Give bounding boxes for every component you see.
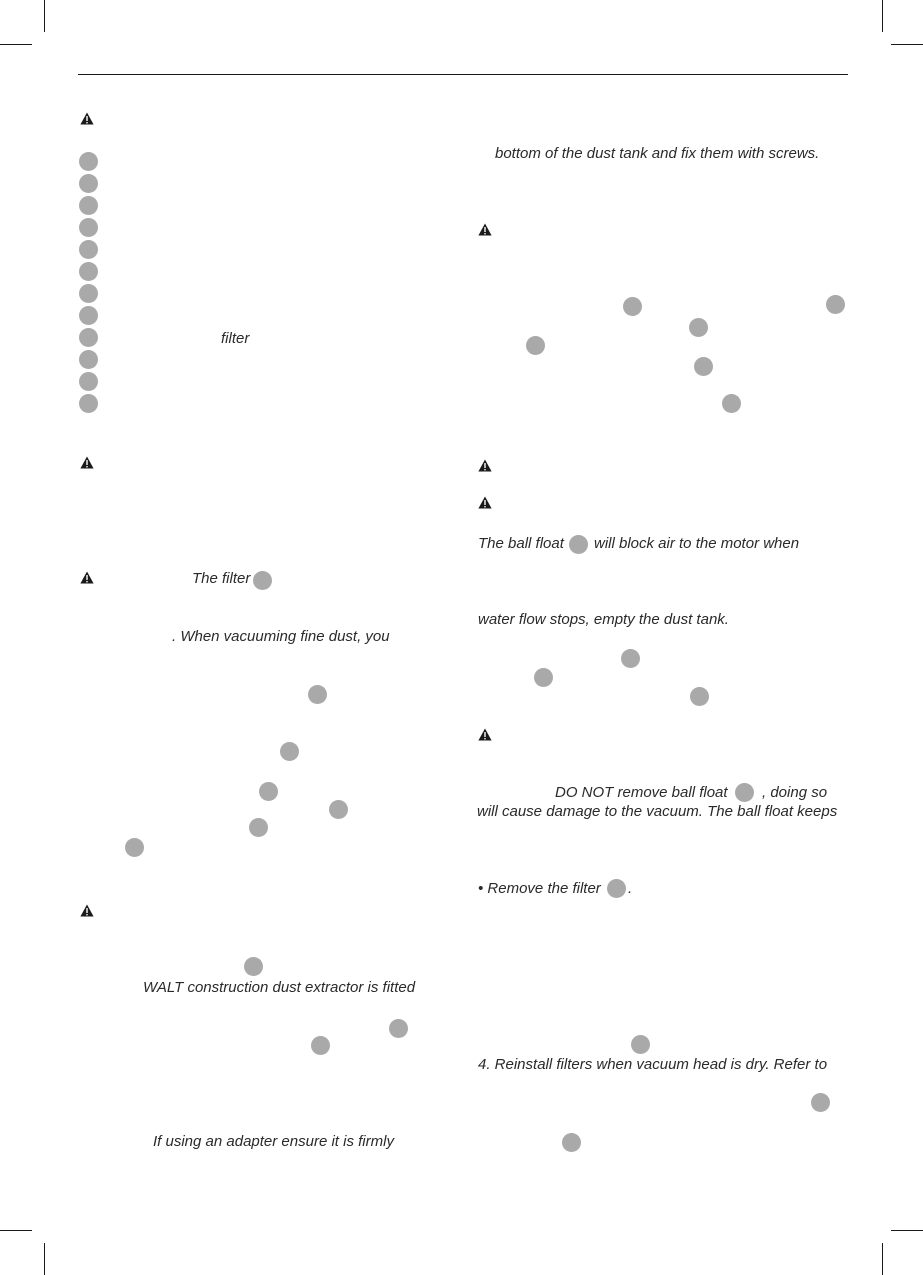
callout-dot (311, 1036, 330, 1055)
parts-callout-dot (79, 152, 98, 171)
block-air-text: will block air to the motor when (594, 535, 800, 552)
warning-icon (80, 112, 94, 125)
crop-mark-top-right-vertical (882, 0, 883, 32)
warning-icon (80, 904, 94, 917)
callout-dot (125, 838, 144, 857)
callout-dot (722, 394, 741, 413)
do-not-remove-text: DO NOT remove ball float (555, 784, 728, 801)
reinstall-filters-text: 4. Reinstall filters when vacuum head is dry. Refer to (478, 1056, 828, 1073)
warning-icon (80, 571, 94, 584)
callout-dot (826, 295, 845, 314)
parts-callout-dot (79, 218, 98, 237)
header-rule (78, 74, 848, 75)
callout-dot (244, 957, 263, 976)
warning-icon (478, 459, 492, 472)
parts-callout-dot (79, 196, 98, 215)
parts-callout-dot (79, 262, 98, 281)
vacuum-damage-text: will cause damage to the vacuum. The ball float keeps (477, 803, 838, 820)
parts-callout-dot (79, 240, 98, 259)
parts-callout-dot (79, 372, 98, 391)
callout-dot (389, 1019, 408, 1038)
callout-dot (253, 571, 272, 590)
warning-icon (80, 456, 94, 469)
crop-mark-bottom-right-vertical (882, 1243, 883, 1275)
parts-callout-dot (79, 174, 98, 193)
remove-filter-text: • Remove the filter (478, 880, 601, 897)
callout-dot (621, 649, 640, 668)
crop-mark-bottom-left-horizontal (0, 1230, 32, 1231)
callout-dot (308, 685, 327, 704)
callout-dot (526, 336, 545, 355)
remove-filter-period: . (628, 880, 633, 897)
callout-dot (631, 1035, 650, 1054)
crop-mark-top-right-horizontal (891, 44, 923, 45)
callout-dot (811, 1093, 830, 1112)
callout-dot (280, 742, 299, 761)
callout-dot (690, 687, 709, 706)
parts-callout-dot (79, 328, 98, 347)
crop-mark-top-left-vertical (44, 0, 45, 32)
dust-tank-screws-text: bottom of the dust tank and fix them with screws. (495, 145, 820, 162)
callout-dot (329, 800, 348, 819)
callout-dot (534, 668, 553, 687)
dust-extractor-text: WALT construction dust extractor is fitted (143, 979, 416, 996)
doing-so-text: , doing so (762, 784, 828, 801)
parts-callout-dot (79, 284, 98, 303)
callout-dot (249, 818, 268, 837)
crop-mark-bottom-left-vertical (44, 1243, 45, 1275)
ball-float-text: The ball float (478, 535, 564, 552)
crop-mark-bottom-right-horizontal (891, 1230, 923, 1231)
callout-dot (607, 879, 626, 898)
callout-dot (694, 357, 713, 376)
filter-warning-text: The filter (192, 570, 251, 587)
callout-dot (623, 297, 642, 316)
parts-callout-dot (79, 394, 98, 413)
crop-mark-top-left-horizontal (0, 44, 32, 45)
adapter-text: If using an adapter ensure it is firmly (153, 1133, 394, 1150)
parts-list-item-filter-text: filter (221, 330, 250, 347)
warning-icon (478, 728, 492, 741)
fine-dust-text: . When vacuuming fine dust, you (172, 628, 390, 645)
parts-callout-dot (79, 306, 98, 325)
callout-dot (735, 783, 754, 802)
parts-callout-dot (79, 350, 98, 369)
callout-dot (569, 535, 588, 554)
callout-dot (562, 1133, 581, 1152)
callout-dot (689, 318, 708, 337)
warning-icon (478, 223, 492, 236)
warning-icon (478, 496, 492, 509)
empty-dust-tank-text: water flow stops, empty the dust tank. (478, 611, 729, 628)
callout-dot (259, 782, 278, 801)
